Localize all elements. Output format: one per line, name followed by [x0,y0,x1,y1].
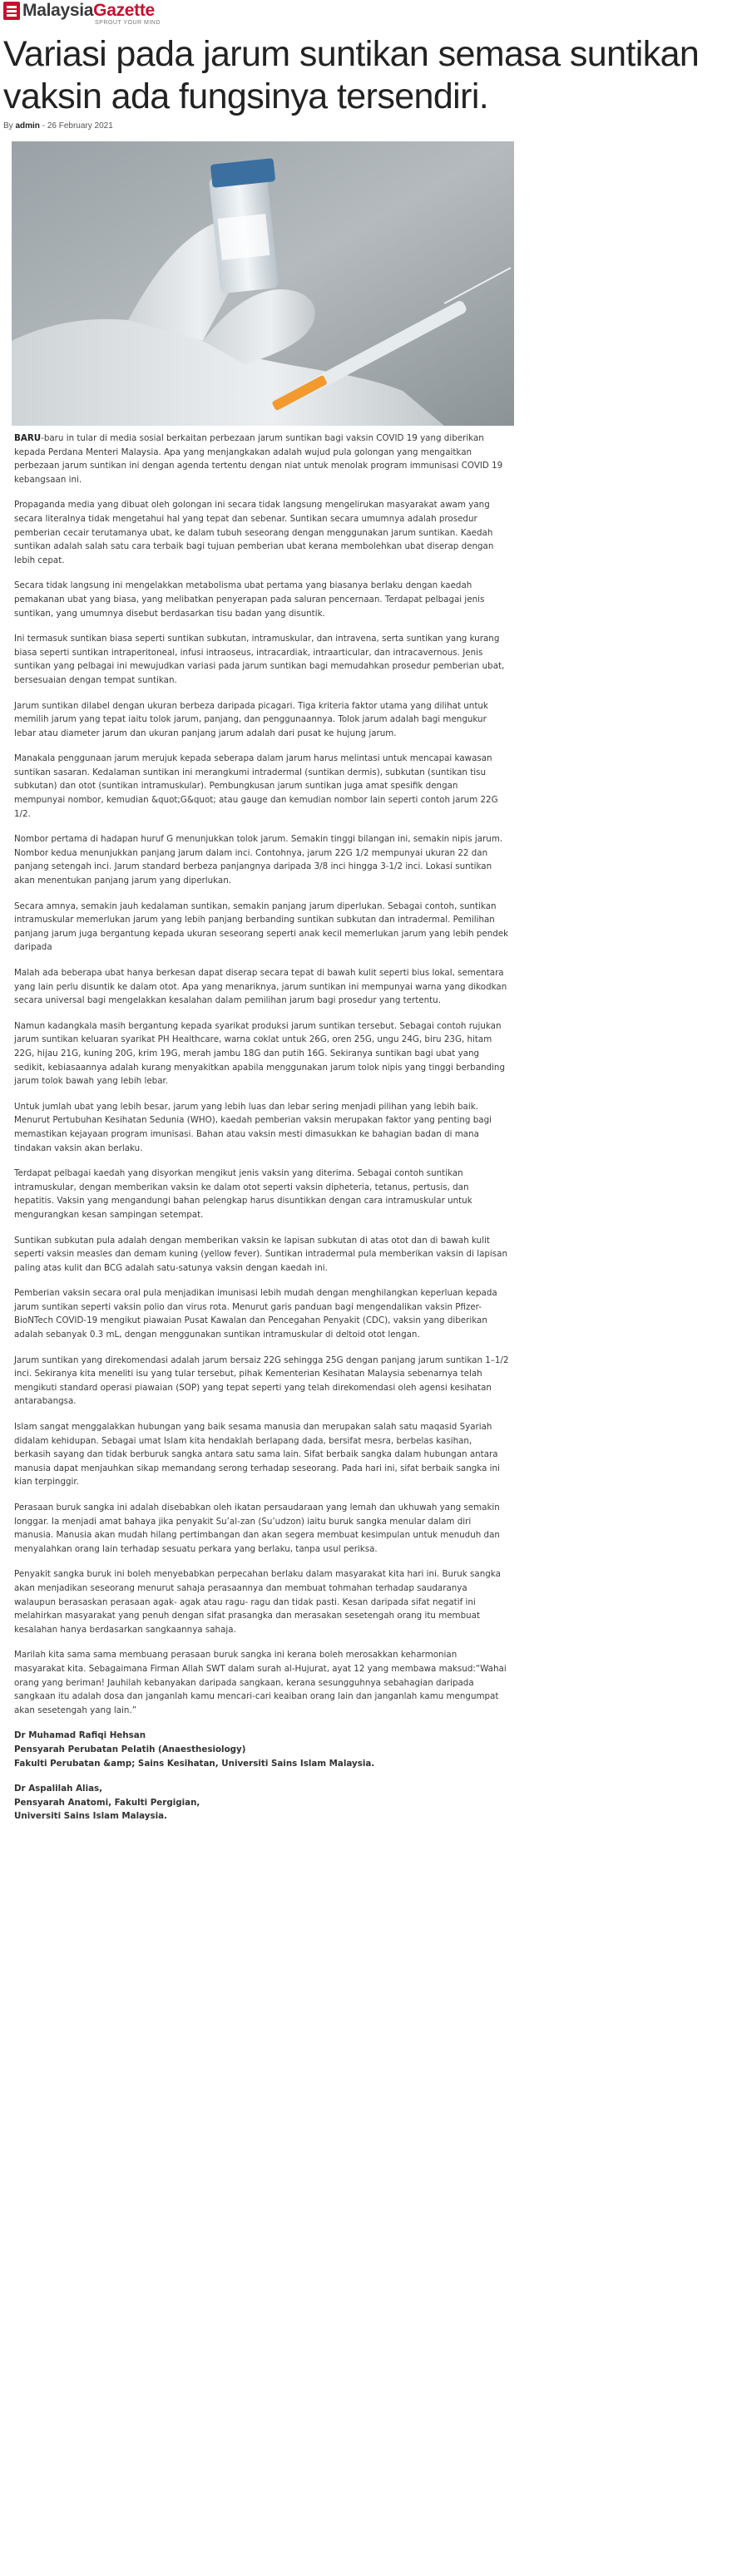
body-paragraph: Jarum suntikan yang direkomendasi adalah jarum bersaiz 22G sehingga 25G dengan panjang jarum suntikan 1–1/2 inci. Sekiranya kita meneliti isu yang tular tersebut, pihak Kementerian Kesihatan Malaysia sebenarnya telah mengikuti standard operasi piawaian (SOP) yang tepat seperti yang telah direkomendasi oleh agensi kesihatan antarabangsa. [14,1355,509,1407]
signature-name: Dr Muhamad Rafiqi Hehsan [14,1730,146,1741]
signature-affiliation: Fakulti Perubatan &amp; Sains Kesihatan, Universiti Sains Islam Malaysia. [14,1758,375,1769]
article-meta [3,121,113,131]
signature-role: Pensyarah Anatomi, Fakulti Pergigian, [14,1797,200,1808]
body-paragraph: Jarum suntikan dilabel dengan ukuran berbeza daripada picagari. Tiga kriteria faktor utama yang dilihat untuk memilih jarum yang tepat iaitu tolok jarum, panjang, dan penggunaannya. Tolok jarum adalah bagi mengukur lebar atau diameter jarum dan ukuran panjang jarum adalah dari pusat ke hujung jarum. [14,700,488,738]
body-paragraph: Islam sangat menggalakkan hubungan yang baik sesama manusia dan merupakan salah satu maqasid Syariah didalam kehidupan. Sebagai umat Islam kita hendaklah berlapang dada, bersifat mesra, berbelas kasihan, berkasih sayang dan tidak berburuk sangka antara satu sama lain. Sifat berbaik sangka dalam hubungan antara manusia dapat menjauhkan sikap memandang serong terhadap seseorang. Pada hari ini, sifat berbaik sangka ini kian terpinggir. [14,1422,500,1488]
body-paragraph: Suntikan subkutan pula adalah dengan memberikan vaksin ke lapisan subkutan di atas otot dan di bawah kulit seperti vaksin measles dan demam kuning (yellow fever). Suntikan intradermal pula memberikan vaksin di lapisan paling atas kulit dan BCG adalah satu-satunya vaksin dengan kaedah ini. [14,1235,507,1273]
lead-paragraph: BARU-baru in tular di media sosial berkaitan perbezaan jarum suntikan bagi vaksin COVID 19 yang diberikan kepada Perdana Menteri Malaysia. Apa yang menjangkakan adalah wujud pula golongan yang mengaitkan perbezaan jarum suntikan ini dengan agenda tertentu dengan niat untuk menolak program immunisasi COVID 19 kebangsaan ini. [14,433,503,485]
author-signature [14,1729,509,1770]
body-paragraph: Malah ada beberapa ubat hanya berkesan dapat diserap secara tepat di bawah kulit seperti bius lokal, sementara yang lain perlu disuntik ke dalam otot. Apa yang menariknya, jarum suntikan ini mempunyai warna yang dikodkan secara universal bagi mengelakkan kesalahan dalam pemilihan jarum bagi prosedur yang tertentu. [14,968,507,1006]
body-paragraph: Propaganda media yang dibuat oleh golongan ini secara tidak langsung mengelirukan masyarakat awam yang secara literalnya tidak mengetahui hal yang tepat dan sebenar. Suntikan secara umumnya adalah prosedur pemberian cecair terutamanya ubat, ke dalam tubuh seseorang dengan menggunakan jarum suntikan. Kaedah suntikan adalah salah satu cara terbaik bagi tujuan pemberian ubat kerana membolehkan ubat diserap dengan lebih cepat. [14,500,494,565]
body-paragraph: Untuk jumlah ubat yang lebih besar, jarum yang lebih luas dan lebar sering menjadi pilihan yang lebih baik. Menurut Pertubuhan Kesihatan Sedunia (WHO), kaedah pemberian vaksin merupakan faktor yang penting bagi memastikan kejayaan program imunisasi. Bahan atau vaksin mesti dimasukkan ke bahagian badan di mana tindakan vaksin akan berlaku. [14,1101,492,1153]
body-paragraph: Secara tidak langsung ini mengelakkan metabolisma ubat pertama yang biasanya berlaku dengan kaedah pemakanan ubat yang biasa, yang melibatkan penyerapan pada saluran pencernaan. Terdapat pelbagai jenis suntikan, yang umumnya disebut berdasarkan tisu badan yang disuntik. [14,580,485,619]
logo-icon [3,2,20,20]
author-link[interactable]: admin [15,121,40,131]
author-signature [14,1782,509,1823]
meta-separator: - [42,121,46,131]
hero-image [12,141,514,426]
body-paragraph: Terdapat pelbagai kaedah yang disyorkan mengikut jenis vaksin yang diterima. Sebagai contoh suntikan intramuskular, dengan memberikan vaksin ke dalam otot seperti vaksin dipheteria, tetanus, pertusis, dan hepatitis. Vaksin yang mengandungi bahan pelengkap harus disuntikkan dengan cara intramuskular untuk mengurangkan kesan sampingan setempat. [14,1168,472,1220]
signature-name: Dr Aspalilah Alias, [14,1784,103,1794]
signature-affiliation: Universiti Sains Islam Malaysia. [14,1811,167,1822]
body-paragraph: Secara amnya, semakin jauh kedalaman suntikan, semakin panjang jarum diperlukan. Sebagai contoh, suntikan intramuskular memerlukan jarum yang lebih panjang berbanding suntikan subkutan dan intradermal. Pemilihan panjang jarum juga bergantung kepada ukuran seseorang seperti anak kecil memerlukan jarum yang lebih pendek daripada [14,901,509,953]
site-tagline: SPROUT YOUR MIND [95,20,161,26]
article-title: Variasi pada jarum suntikan semasa suntikan vaksin ada fungsinya tersendiri. [3,34,700,116]
article-body [14,432,509,1835]
byline-prefix: By [3,121,13,131]
body-paragraph: Ini termasuk suntikan biasa seperti suntikan subkutan, intramuskular, dan intravena, serta suntikan yang kurang biasa seperti suntikan intraperitoneal, infusi intraoseus, intracardiak, intraarticular, dan intracavernous. Jenis suntikan yang pelbagai ini mewujudkan variasi pada jarum suntikan bagi memudahkan prosedur pemberian ubat, bersesuaian dengan tempat suntikan. [14,634,505,685]
body-paragraph: Manakala penggunaan jarum merujuk kepada seberapa dalam jarum harus melintasi untuk mencapai kawasan suntikan sasaran. Kedalaman suntikan ini merangkumi intradermal (suntikan dermis), subkutan (suntikan tisu subkutan) dan otot (suntikan intramuskular). Pembungkusan jarum suntikan juga amat spesifik dengan mempunyai nombor, kemudian &quot;G&quot; atau gauge dan kemudian nombor lain seperti contoh jarum 22G 1/2. [14,753,498,819]
body-paragraph: Nombor pertama di hadapan huruf G menunjukkan tolok jarum. Semakin tinggi bilangan ini, semakin nipis jarum. Nombor kedua menunjukkan panjang jarum dalam inci. Contohnya, jarum 22G 1/2 mempunyai ukuran 22 dan panjang setengah inci. Jarum standard berbeza panjangnya daripada 3/8 inci hingga 3-1/2 inci. Lokasi suntikan akan menentukan panjang jarum yang diperlukan. [14,834,503,886]
publish-date: 26 February 2021 [47,121,113,131]
logo-wordmark: MalaysiaGazette [22,1,155,20]
signature-role: Pensyarah Perubatan Pelatih (Anaesthesiology) [14,1744,246,1754]
body-paragraph: Pemberian vaksin secara oral pula menjadikan imunisasi lebih mudah dengan menghilangkan keperluan kepada jarum suntikan seperti vaksin polio dan virus rota. Menurut garis panduan bagi mengendalikan vaksin Pfizer-BioNTech COVID-19 mengikut piawaian Pusat Kawalan dan Pencegahan Penyakit (CDC), vaksin yang diberikan adalah sebanyak 0.3 mL, dengan menggunakan suntikan intramuskular di deltoid otot lengan. [14,1288,497,1340]
body-paragraph: Penyakit sangka buruk ini boleh menyebabkan perpecahan berlaku dalam masyarakat kita hari ini. Buruk sangka akan menjadikan seseorang menurut sahaja perasaannya dan membuat tohmahan terhadap saudaranya walaupun berasaskan perasaan agak- agak atau ragu- ragu dan tidak pasti. Kesan daripada sifat negatif ini melahirkan masyarakat yang penuh dengan sifat prasangka dan merasakan sesetengah orang itu membuat kesalahan hanya berdasarkan sangkaannya sahaja. [14,1569,501,1635]
body-paragraph: Marilah kita sama sama membuang perasaan buruk sangka ini kerana boleh merosakkan keharmonian masyarakat kita. Sebagaimana Firman Allah SWT dalam surah al-Hujurat, ayat 12 yang membawa maksud:“Wahai orang yang beriman! Jauhilah kebanyakan daripada sangkaan, kerana sesungguhnya sebahagian daripada sangkaan itu adalah dosa dan janganlah kamu mencari-cari keaiban orang lain dan janganlah kamu mengumpat akan sesetengah yang lain.” [14,1650,507,1715]
site-logo[interactable] [3,2,253,30]
body-paragraph: Namun kadangkala masih bergantung kepada syarikat produksi jarum suntikan tersebut. Sebagai contoh rujukan jarum suntikan keluaran syarikat PH Healthcare, warna coklat untuk 26G, oren 25G, ungu 24G, biru 23G, hitam 22G, hijau 21G, kuning 20G, krim 19G, merah jambu 18G dan putih 16G. Sekiranya suntikan bagi ubat yang sedikit, kebiasaannya adalah kurang menyakitkan apabila menggunakan jarum tolok nipis yang tinggi berbanding jarum tolok bawah yang lebih lebar. [14,1020,505,1087]
body-paragraph: Perasaan buruk sangka ini adalah disebabkan oleh ikatan persaudaraan yang lemah dan ukhuwah yang semakin longgar. Ia menjadi amat bahaya jika penyakit Su’al-zan (Su’udzon) iaitu buruk sangka menular dalam diri manusia. Manusia akan mudah hilang pertimbangan dan akan segera membuat kesimpulan untuk menuduh dan menyalahkan orang lain terhadap sesuatu perkara yang berlaku, tanpa usul periksa. [14,1503,500,1554]
